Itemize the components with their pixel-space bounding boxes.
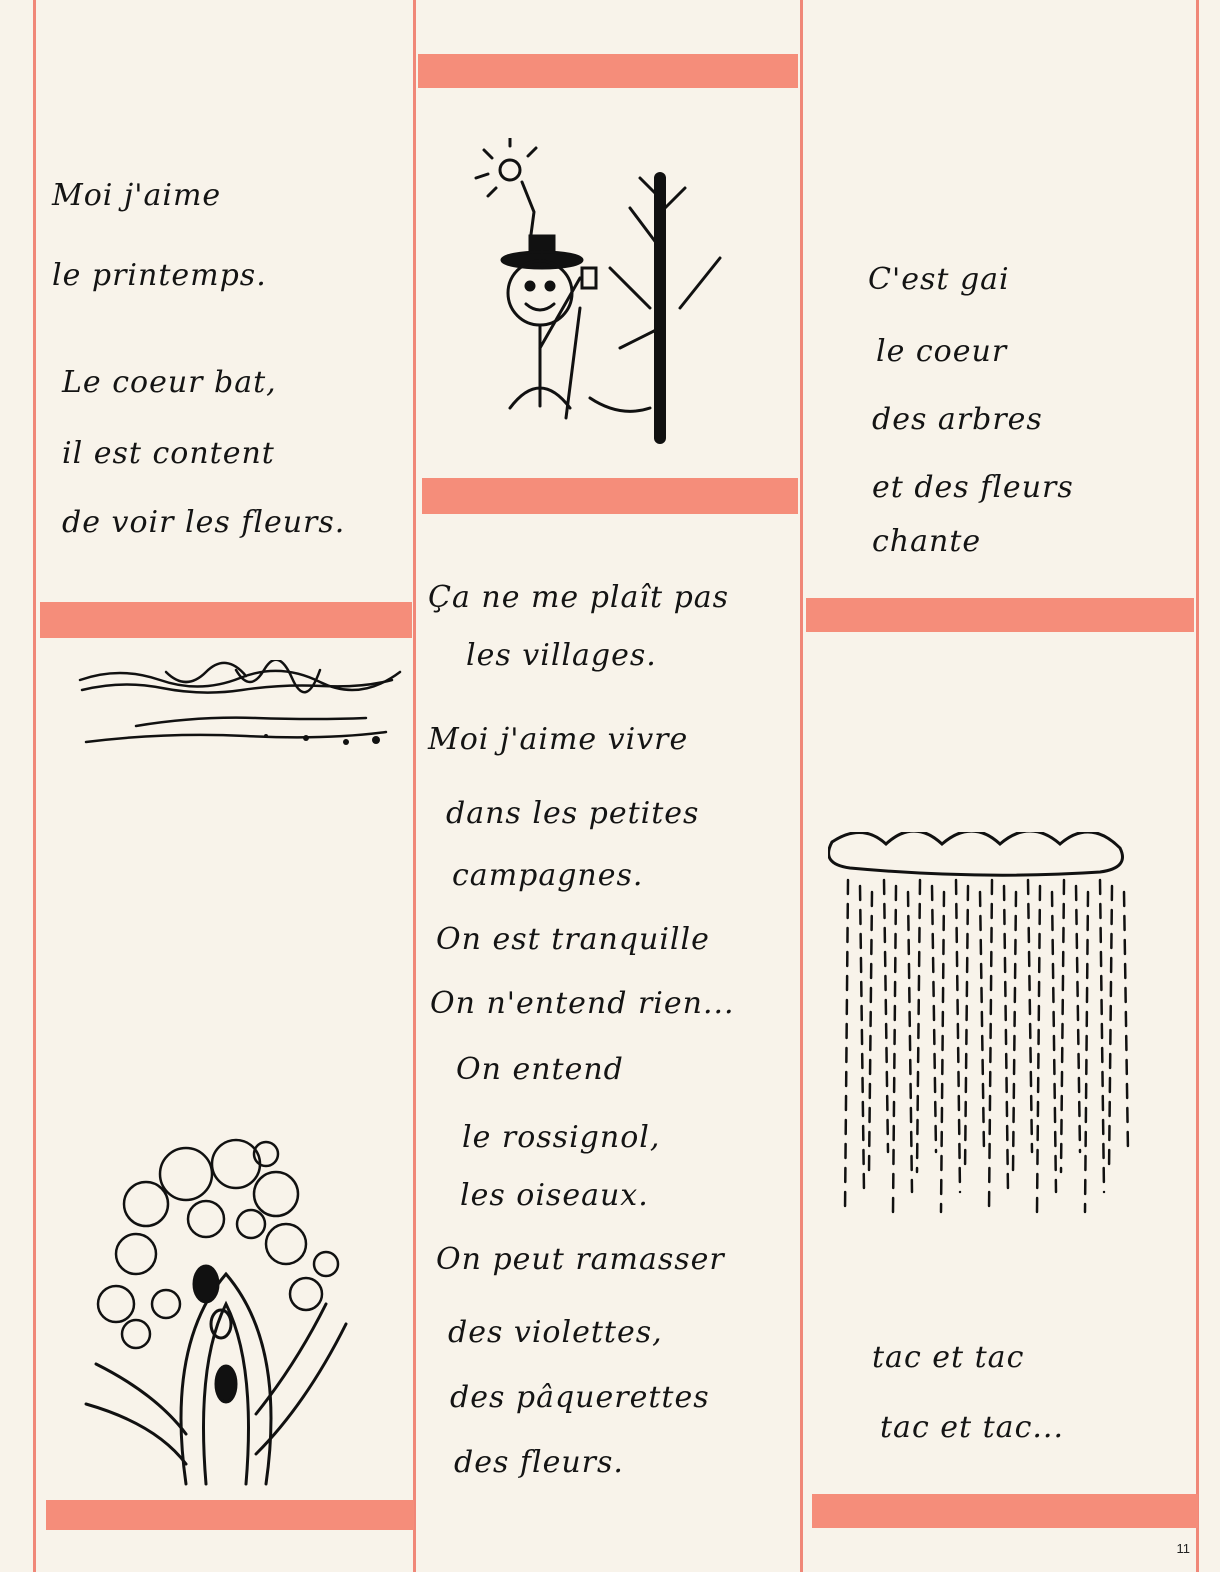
poem-line: les oiseaux. — [460, 1178, 649, 1213]
rain-cloud-drawing — [828, 832, 1138, 1232]
water-drawing — [76, 660, 406, 750]
poem-line: et des fleurs — [872, 470, 1074, 505]
column-rule-right — [1196, 0, 1199, 1572]
rain-streak — [965, 886, 968, 1172]
band-col2-under-image — [422, 478, 798, 514]
rain-streak — [932, 886, 936, 1152]
rain-streak — [1004, 886, 1008, 1192]
band-col2-top — [418, 54, 798, 88]
poem-line: C'est gai — [868, 262, 1010, 297]
poem-line: dans les petites — [446, 796, 700, 831]
rain-streak — [869, 892, 872, 1172]
page-number: 11 — [1176, 1541, 1190, 1556]
poem-line: le printemps. — [52, 258, 267, 293]
poem-line: Moi j'aime — [52, 178, 222, 213]
poem-line: les villages. — [466, 638, 657, 673]
poem-line: le rossignol, — [462, 1120, 661, 1155]
column-rule-center-right — [800, 0, 803, 1572]
rain-streak — [1100, 880, 1104, 1192]
poem-line: On est tranquille — [436, 922, 710, 957]
rain-streak — [1013, 892, 1016, 1172]
poem-line: des fleurs. — [454, 1445, 624, 1480]
poem-line: de voir les fleurs. — [62, 505, 346, 540]
poem-line: campagnes. — [452, 858, 644, 893]
rain-streak — [1124, 892, 1128, 1152]
rain-streak — [1076, 886, 1080, 1152]
poem-line: Moi j'aime vivre — [428, 722, 689, 757]
rain-streak — [917, 880, 920, 1172]
poem-line: des arbres — [872, 402, 1043, 437]
gardener-drawing — [470, 138, 740, 448]
poem-line: des violettes, — [448, 1315, 663, 1350]
band-col1-mid — [40, 602, 412, 638]
rain-streak — [908, 892, 912, 1192]
poem-line: des pâquerettes — [450, 1380, 710, 1415]
poem-line: tac et tac... — [880, 1410, 1064, 1445]
band-col3-mid — [806, 598, 1194, 632]
rain-streak — [1052, 892, 1056, 1192]
band-col3-bottom — [812, 1494, 1198, 1528]
rain-streak — [941, 892, 944, 1212]
tree-drawing — [76, 1124, 366, 1490]
rain-streak — [989, 880, 992, 1212]
rain-streak — [1085, 892, 1088, 1212]
poem-line: le coeur — [876, 334, 1008, 369]
rain-streak — [1037, 886, 1040, 1212]
poem-line: il est content — [62, 436, 275, 471]
rain-streak — [1028, 880, 1032, 1152]
rain-streak — [884, 880, 888, 1152]
poem-line: On n'entend rien... — [430, 986, 735, 1021]
column-rule-center-left — [413, 0, 416, 1572]
rain-streak — [1109, 886, 1112, 1172]
column-rule-left — [33, 0, 36, 1572]
rain-streak — [1061, 880, 1064, 1172]
rain-streak — [845, 880, 848, 1212]
poem-line: tac et tac — [872, 1340, 1025, 1375]
rain-streak — [980, 892, 984, 1152]
band-col1-bottom — [46, 1500, 414, 1530]
poem-line: chante — [872, 524, 982, 559]
poem-line: Le coeur bat, — [62, 365, 277, 400]
rain-streak — [860, 886, 864, 1192]
rain-streak — [956, 880, 960, 1192]
rain-streak — [893, 886, 896, 1212]
poem-line: On entend — [456, 1052, 624, 1087]
poem-line: On peut ramasser — [436, 1242, 725, 1277]
poem-line: Ça ne me plaît pas — [428, 580, 730, 615]
